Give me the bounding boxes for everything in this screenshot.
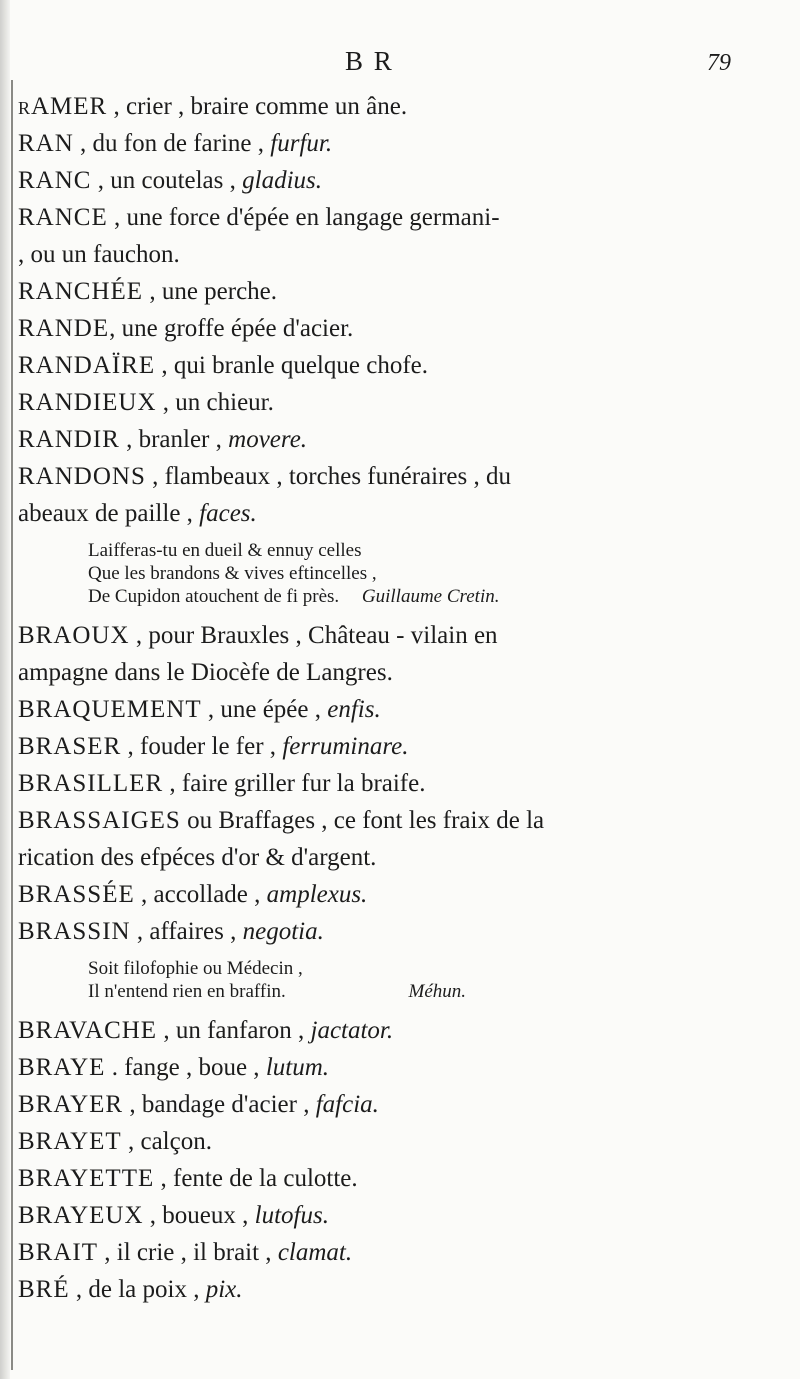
entry-separator: , xyxy=(163,770,182,797)
entry-definition: affaires , xyxy=(149,918,243,945)
entry-separator: , xyxy=(107,93,126,120)
dictionary-entry xyxy=(18,802,788,839)
entry-group-2 xyxy=(18,617,788,950)
running-head: B R xyxy=(345,46,394,76)
entry-separator: , xyxy=(129,622,149,649)
entry-headword: RANDE xyxy=(18,315,110,342)
entry-definition: fente de la culotte. xyxy=(173,1165,358,1192)
gutter-line xyxy=(11,80,13,1370)
entry-separator: , xyxy=(157,1017,176,1044)
dictionary-entry xyxy=(18,347,788,384)
dictionary-entry xyxy=(18,384,788,421)
dictionary-entry xyxy=(18,236,788,273)
entry-latin: pix. xyxy=(205,1276,243,1303)
dictionary-entry xyxy=(18,1234,788,1271)
entry-headword: RANDIR xyxy=(18,426,120,453)
entry-headword: BRAOUX xyxy=(18,622,130,649)
entry-definition: un coutelas , xyxy=(110,167,243,194)
entry-latin: negotia. xyxy=(242,918,324,945)
entry-headword: BRAYER xyxy=(18,1091,124,1118)
entry-latin: faces. xyxy=(199,500,257,527)
entry-separator: , xyxy=(201,696,221,723)
entry-definition: fouder le fer , xyxy=(140,733,283,760)
quote-line: Soit filofophie ou Médecin , xyxy=(88,958,303,979)
entry-separator: , xyxy=(145,463,165,490)
entry-latin: amplexus. xyxy=(266,881,368,908)
entry-latin: jactator. xyxy=(310,1017,394,1044)
entry-definition: bandage d'acier , xyxy=(141,1091,316,1118)
entry-definition: un chieur. xyxy=(175,389,274,416)
entry-separator: , xyxy=(154,1165,173,1192)
entry-headword: BRASSIN xyxy=(18,918,131,945)
dictionary-entry xyxy=(18,458,788,495)
entry-definition: calçon. xyxy=(140,1128,212,1155)
entry-latin: enfis. xyxy=(327,696,381,723)
entry-separator: , xyxy=(156,389,176,416)
entry-headword: BRÉ xyxy=(18,1276,70,1303)
entry-latin: fafcia. xyxy=(315,1091,379,1118)
entry-headword: BRAQUEMENT xyxy=(18,696,202,723)
entry-latin: furfur. xyxy=(270,130,333,157)
entry-definition: qui branle quelque chofe. xyxy=(173,352,428,379)
entry-separator: , xyxy=(143,1202,163,1229)
entry-separator: , xyxy=(155,352,174,379)
dictionary-entry xyxy=(18,913,788,950)
page-number: 79 xyxy=(707,50,731,76)
entry-separator: , xyxy=(69,1276,89,1303)
entry-definition: flambeaux , torches funéraires , du xyxy=(164,463,511,490)
entry-headword: RANCE xyxy=(18,204,108,231)
entry-headword: BRAVACHE xyxy=(18,1017,158,1044)
entry-definition: ou un fauchon. xyxy=(30,241,180,268)
dictionary-entry xyxy=(18,421,788,458)
quote-line: Laifferas-tu en dueil & ennuy celles xyxy=(88,540,362,561)
dictionary-entry xyxy=(18,1086,788,1123)
entry-separator: , xyxy=(123,1091,142,1118)
entry-headword: RANCHÉE xyxy=(18,278,144,305)
entry-latin: movere. xyxy=(228,426,308,453)
entry-definition: de la poix , xyxy=(88,1276,206,1303)
entry-separator: , xyxy=(107,204,127,231)
dictionary-entry xyxy=(18,765,788,802)
entry-definition: une force d'épée en langage germani- xyxy=(126,204,500,231)
entry-definition: ou Braffages , ce font les fraix de la xyxy=(187,807,545,834)
entry-separator: . xyxy=(105,1054,125,1081)
dictionary-entry xyxy=(18,88,788,125)
entry-separator: , xyxy=(130,918,150,945)
dictionary-entry xyxy=(18,162,788,199)
entry-separator: , xyxy=(18,241,31,268)
entry-headword: BRASSAIGES xyxy=(18,807,181,834)
entry-definition: ampagne dans le Diocèfe de Langres. xyxy=(18,659,393,686)
entry-separator: , xyxy=(121,733,141,760)
entry-definition: boueux , xyxy=(162,1202,255,1229)
quote-line xyxy=(88,980,788,1003)
entry-separator: , xyxy=(119,426,139,453)
dictionary-entry xyxy=(18,839,788,876)
entry-definition: une perche. xyxy=(161,278,278,305)
quote-line: Que les brandons & vives eftincelles , xyxy=(88,563,377,584)
entry-definition: branler , xyxy=(138,426,229,453)
entry-definition: fange , boue , xyxy=(124,1054,266,1081)
entry-headword: BRAYETTE xyxy=(18,1165,155,1192)
entry-definition: crier , braire comme un âne. xyxy=(126,93,408,120)
dictionary-entry xyxy=(18,1160,788,1197)
quote-source: Guillaume Cretin. xyxy=(361,586,500,607)
quote-mehun xyxy=(18,957,788,1003)
dictionary-entry xyxy=(18,1012,788,1049)
quote-cretin xyxy=(18,539,788,608)
entry-definition: une groffe épée d'acier. xyxy=(121,315,354,342)
entry-separator: , xyxy=(109,315,122,342)
entry-headword: BRASER xyxy=(18,733,122,760)
entry-headword: RANDAÏRE xyxy=(18,352,156,379)
entry-definition: accollade , xyxy=(153,881,267,908)
entry-definition: il crie , il brait , xyxy=(116,1239,278,1266)
entry-definition: rication des efpéces d'or & d'argent. xyxy=(18,844,377,871)
entry-headword: BRASILLER xyxy=(18,770,164,797)
dictionary-entry xyxy=(18,876,788,913)
dictionary-entry xyxy=(18,1049,788,1086)
quote-text: De Cupidon atouchent de fi près. xyxy=(88,586,340,607)
page-edge-shadow xyxy=(0,0,10,1379)
dictionary-entry xyxy=(18,654,788,691)
dictionary-entry xyxy=(18,617,788,654)
dictionary-entry xyxy=(18,273,788,310)
entry-definition: un fanfaron , xyxy=(175,1017,311,1044)
entry-group-3 xyxy=(18,1012,788,1308)
dictionary-entry xyxy=(18,1123,788,1160)
dictionary-entry xyxy=(18,1197,788,1234)
dictionary-entry xyxy=(18,310,788,347)
dictionary-entry xyxy=(18,691,788,728)
dictionary-entry xyxy=(18,1271,788,1308)
entry-definition: faire griller fur la braife. xyxy=(181,770,426,797)
entry-latin: lutum. xyxy=(265,1054,330,1081)
entry-separator: , xyxy=(121,1128,141,1155)
entry-headword: BRAIT xyxy=(18,1239,98,1266)
entry-latin: lutofus. xyxy=(254,1202,329,1229)
entry-headword: RANC xyxy=(18,167,92,194)
quote-line xyxy=(88,585,788,608)
entry-headword: RANDONS xyxy=(18,463,146,490)
entry-headword: RANDIEUX xyxy=(18,389,157,416)
entry-headword: BRASSÉE xyxy=(18,881,135,908)
entry-headword: RAN xyxy=(18,130,74,157)
entry-separator: , xyxy=(98,1239,117,1266)
quote-source: Méhun. xyxy=(408,981,467,1002)
dictionary-entries xyxy=(18,86,788,1308)
dictionary-entry xyxy=(18,199,788,236)
entry-definition: pour Brauxles , Château - vilain en xyxy=(148,622,498,649)
entry-headword: rAMER xyxy=(18,93,108,120)
entry-latin: ferruminare. xyxy=(282,733,409,760)
entry-latin: clamat. xyxy=(277,1239,353,1266)
entry-separator: , xyxy=(73,130,93,157)
entry-group-1 xyxy=(18,88,788,532)
dictionary-entry xyxy=(18,495,788,532)
dictionary-entry xyxy=(18,125,788,162)
entry-headword: BRAYET xyxy=(18,1128,122,1155)
entry-separator: , xyxy=(143,278,162,305)
entry-definition: abeaux de paille , xyxy=(18,500,200,527)
entry-definition: une épée , xyxy=(220,696,328,723)
entry-separator: , xyxy=(91,167,111,194)
entry-headword: BRAYEUX xyxy=(18,1202,144,1229)
entry-separator: , xyxy=(134,881,154,908)
entry-latin: gladius. xyxy=(242,167,323,194)
quote-text: Il n'entend rien en braffin. xyxy=(88,981,286,1002)
dictionary-entry xyxy=(18,728,788,765)
entry-definition: du fon de farine , xyxy=(92,130,271,157)
entry-headword: BRAYE xyxy=(18,1054,106,1081)
